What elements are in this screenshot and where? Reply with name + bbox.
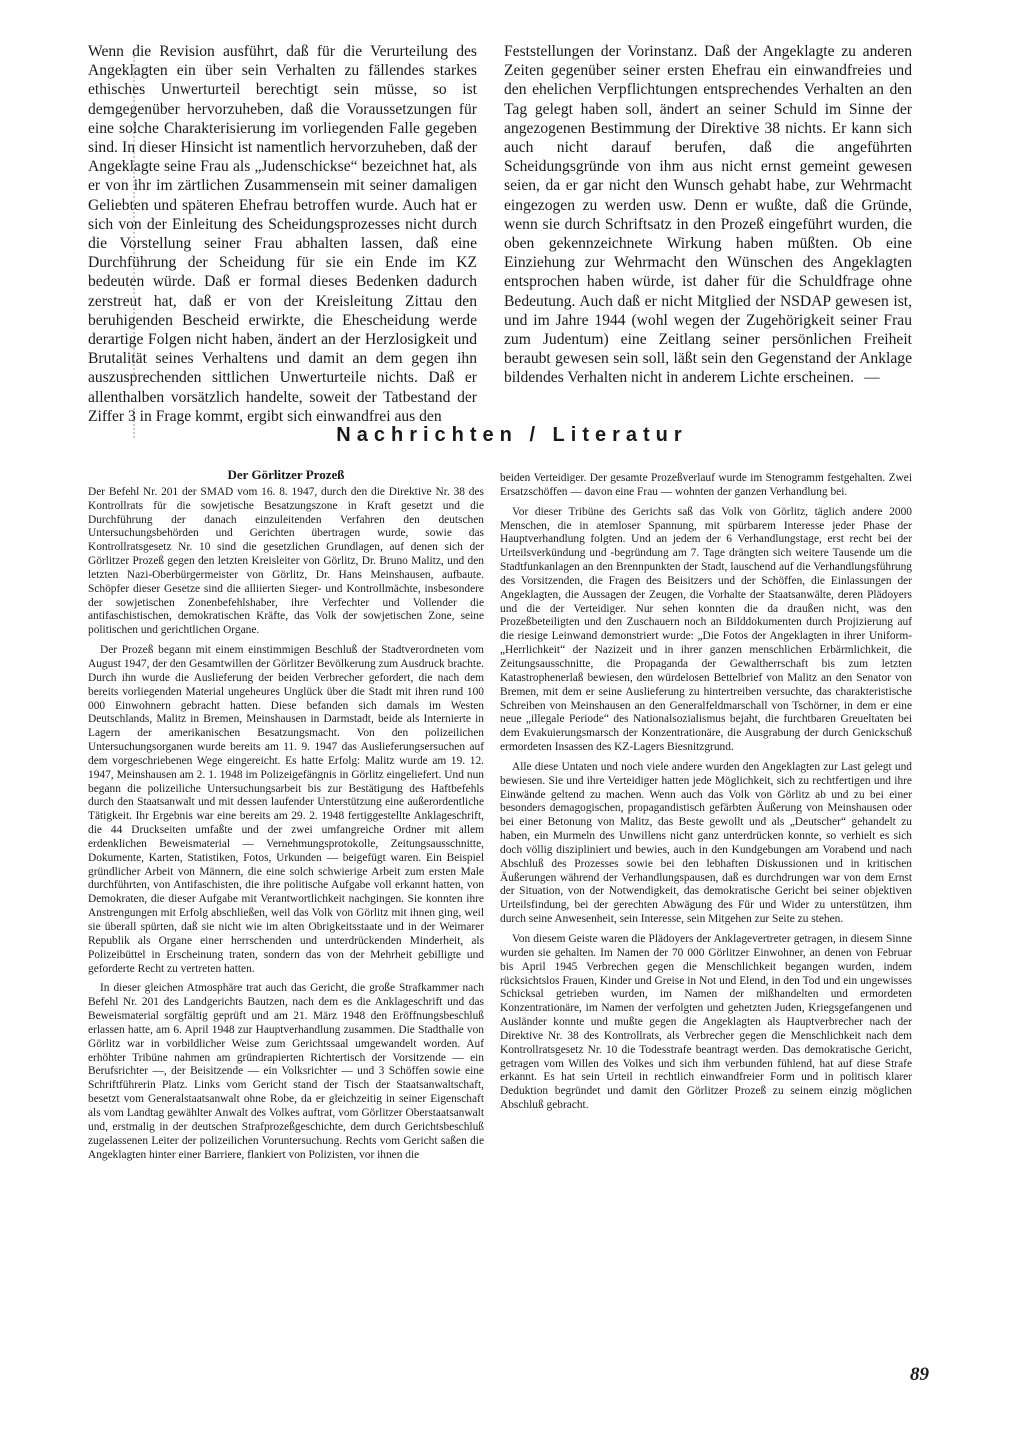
article-paragraph: Der Prozeß begann mit einem einstimmigen Beschluß der Stadtverordneten vom August 1947, der den Gesamtwillen der Görlitzer Bevölkerung zum Ausdruck brachte. Durch ihn wurde die Auslieferung der beiden Verbrecher gefordert, die nach dem bereits vorliegenden Material ungeheures Unglück über die Stadt mit ihren rund 100 000 Einwohnern gebracht hatten. Diese befanden sich damals im Westen Deutschlands, Malitz in Bremen, Meinshausen in Darmstadt, beide als Internierte in Lagern der amerikanischen Besatzungsmacht. Von den polizeilichen Untersuchungsorganen wurde bereits am 11. 9. 1947 das Auslieferungsersuchen auf dem vorgeschriebenen Wege eingereicht. Es hatte Erfolg: Malitz wurde am 19. 12. 1947, Meinshausen am 2. 1. 1948 im Polizeigefängnis in Görlitz eingeliefert. Und nun begann die polizeiliche Untersuchungsarbeit bis zur Bestätigung des Haftbefehls durch den Staatsanwalt und mit dessen laufender Unterstützung eine außerordentliche Tätigkeit. Ihr Ergebnis war eine bereits am 29. 2. 1948 fertiggestellte Anklageschrift, die 44 Druckseiten umfaßte und der zwei umfangreiche Ordner mit allem erdenklichen Beweismaterial — Vernehmungsprotokolle, Zeitungsausschnitte, Dokumente, Karten, Statistiken, Fotos, Urkunden — beigefügt waren. Ein Beispiel gründlicher Arbeit von Männern, die eine solch schwierige Arbeit zum ersten Male durchführten, von Antifaschisten, die ihre politische Aufgabe voll erkannt hatten, von Demokraten, die dieser Aufgabe mit Verantwortlichkeit nachgingen. Sie konnten ihre Anstrengungen mit Erfolg abschließen, weil das Volk von Görlitz mit ihnen ging, weil sie überall spürten, daß sie nicht wie im alten Obrigkeitsstaate und in der Weimarer Republik als Organe einer herrschenden und unterdrückenden Minderheit, als Polizeibüttel in Erscheinung traten, sondern das von der Mehrheit gebilligte und geforderte Recht zu vertreten hatten. [88, 644, 484, 975]
article-paragraph: Alle diese Untaten und noch viele andere wurden den Angeklagten zur Last gelegt und bewiesen. Sie und ihre Verteidiger hatten jede Möglichkeit, sich zu rechtfertigen und ihre Einwände geltend zu machen. Wenn auch das Volk von Görlitz ab und zu bei einer besonders demagogischen, propagandistisch gefärbten Äußerung von Meinshausen oder bei einer Betonung von Malitz, das Beste gewollt und als „Deutscher“ gehandelt zu haben, ein Murmeln des Unwillens nicht ganz unterdrücken konnte, so verhielt es sich doch völlig diszipliniert und bewies, auch in den Kundgebungen am Vorabend und nach Abschluß des Prozesses sowie bei den lebhaften Diskussionen und in kritischen Äußerungen während der Verhandlungspausen, daß es durchdrungen war von dem Ernst der Situation, von der Notwendigkeit, das demokratische Gericht bei seiner objektiven Urteilsfindung, bei der gerechten Abwägung des Für und Wider zu unterstützen, ihm durch seine Anwesenheit, sein Interesse, sein Mitgehen zur Seite zu stehen. [500, 760, 912, 926]
article-right-column [500, 472, 912, 1119]
top-left-column [88, 42, 477, 426]
article-paragraph: beiden Verteidiger. Der gesamte Prozeßverlauf wurde im Stenogramm festgehalten. Zwei Ersatzschöffen — davon eine Frau — wohnten der ganzen Verhandlung bei. [500, 472, 912, 498]
end-dash: — [864, 369, 880, 387]
article-paragraph: In dieser gleichen Atmosphäre trat auch das Gericht, die große Strafkammer nach Befehl Nr. 201 des Landgerichts Bautzen, nach dem es die Anklageschrift und das Beweismaterial sorgfältig geprüft und am 21. März 1948 den Eröffnungsbeschluß erlassen hatte, am 6. April 1948 zur Hauptverhandlung zusammen. Die Stadthalle von Görlitz war in vorbildlicher Weise zum Gerichtssaal umgewandelt worden. Auf erhöhter Tribüne nahmen am gründrapierten Richtertisch der Vorsitzende — ein Berufsrichter —, der Beisitzende — ein Volksrichter — und 3 Schöffen sowie eine Schriftführerin Platz. Links vom Gericht stand der Tisch der Staatsanwaltschaft, besetzt vom Generalstaatsanwalt ohne Robe, da er gleichzeitig in seiner Eigenschaft als vom Landtag gewählter Anwalt des Volkes auftrat, vom Görlitzer Oberstaatsanwalt und, erstmalig in der deutschen Strafprozeßgeschichte, dem durch Gerichtsbeschluß zugelassenen Leiter der polizeilichen Voruntersuchung. Rechts vom Gericht saßen die Angeklagten hinter einer Barriere, flankiert von Polizisten, vor ihnen die [88, 982, 484, 1161]
page-number: 89 [910, 1364, 929, 1385]
top-left-paragraph: Wenn die Revision ausführt, daß für die Verurteilung des Angeklagten ein über sein Verhalten zu fällendes starkes ethisches Unwerturteil berechtigt sein müsse, so ist demgegenüber hervorzuheben, daß die Voraussetzungen für eine solche Charakterisierung im vorliegenden Falle gegeben sind. In dieser Hinsicht ist namentlich hervorzuheben, daß der Angeklagte seine Frau als „Judenschickse“ bezeichnet hat, als er von ihr im zärtlichen Zusammensein mit seiner damaligen Geliebten und späteren Ehefrau betroffen wurde. Auch hat er sich von der Einleitung des Scheidungsprozesses nicht durch die Vorstellung seiner Frau abhalten lassen, daß eine Durchführung der Scheidung für sie ein Ende im KZ bedeuten würde. Daß er formal dieses Bedenken dadurch zerstreut hat, daß er von der Kreisleitung Zittau den beruhigenden Bescheid erwirkte, die Ehescheidung werde derartige Folgen nicht haben, ändert an der Herzlosigkeit und Brutalität seines Verhaltens und damit an dem gegen ihn auszusprechenden sittlichen Unwerturteile nichts. Daß er allenthalben vorsätzlich handelte, soweit der Tatbestand der Ziffer 3 in Frage kommt, ergibt sich einwandfrei aus den [88, 43, 477, 425]
top-right-column [504, 42, 912, 388]
article-paragraph: Der Befehl Nr. 201 der SMAD vom 16. 8. 1947, durch den die Direktive Nr. 38 des Kontrollrats für die sowjetische Besatzungszone in Kraft gesetzt und die Durchführung der danach einzuleitenden Verfahren den deutschen Untersuchungsbehörden und Gerichten übertragen wurde, sowie das Kontrollratsgesetz Nr. 10 sind die gesetzlichen Grundlagen, auf denen sich der Görlitzer Prozeß gegen den letzten Kreisleiter von Görlitz, Dr. Bruno Malitz, und den letzten Nazi-Oberbürgermeister von Görlitz, Dr. Hans Meinshausen, aufbaute. Schöpfer dieser Gesetze sind die alliierten Sieger- und Kontrollmächte, insbesondere der sowjetischen Zonenbefehlshaber, ihre Verfechter und Vollender die antifaschistischen, demokratischen Kräfte, das Volk der sowjetischen Zone, seine politischen und gerichtlichen Organe. [88, 485, 484, 637]
top-right-paragraph [504, 42, 912, 388]
article-paragraph: Von diesem Geiste waren die Plädoyers der Anklagevertreter getragen, in diesem Sinne wurden sie gehalten. Im Namen der 70 000 Görlitzer Einwohner, an denen von Februar bis April 1945 Verbrechen gegen die Menschlichkeit begangen wurden, indem rücksichtslos Frauen, Kinder und Greise in Not und Elend, in den Tod und ein ungewisses Schicksal getrieben wurden, im Namen der mißhandelten und ermordeten Konzentrationäre, im Namen der verfolgten und gehetzten Juden, Kriegsgefangenen und Ausländer konnte und mußte gegen die Angeklagten als Hauptverbrecher nach der Direktive Nr. 38 des Kontrollrats, als Verbrecher gegen die Menschlichkeit nach dem Kontrollratsgesetz Nr. 10 die Todesstrafe beantragt werden. Das demokratische Gericht, getragen vom Willen des Volkes und sich ihm verbunden fühlend, hat auf diese Strafe erkannt. Es hat sein Urteil in rechtlich einwandfreier Form und in politisch klarer Deduktion begründet und damit den Görlitzer Prozeß zu seinem einzig möglichen Abschluß gebracht. [500, 933, 912, 1112]
article-title: Der Görlitzer Prozeß [227, 467, 345, 482]
article-paragraph: Vor dieser Tribüne des Gerichts saß das Volk von Görlitz, täglich andere 2000 Menschen, die in atemloser Spannung, mit spürbarem Interesse jeder Phase der Hauptverhandlung folgten. Und an jedem der 6 Verhandlungstage, erst recht bei der Urteilsverkündung und -begründung am 7. Tage drängten sich weitere Tausende um die Stadtfunkanlagen an den Brennpunkten der Stadt, lauschend auf die Verhandlungsführung des Vorsitzenden, die Fragen des Beisitzers und der Schöffen, die Einlassungen der Angeklagten, die Aussagen der Zeugen, die Vorhalte der Staatsanwälte, deren Plädoyers und die der Verteidiger. Nur sehen konnten die da draußen nicht, was den Prozeßbeteiligten und den Zuschauern noch an Bilddokumenten durch Projizierung auf die riesige Leinwand demonstriert wurde: „Die Fotos der Angeklagten in ihrer Uniform-„Herrlichkeit“ der Nazizeit und in ihrer ganzen menschlichen Erbärmlichkeit, die Zeitungsausschnitte, die Propaganda der Gewaltherrschaft bis zum letzten Katastrophenerlaß bewiesen, den würdelosen Bettelbrief von Malitz an den Senator von Bremen, mit dem er seine Auslieferung zu hintertreiben versuchte, das charakteristische Schreiben von Meinshausen an den Generalfeldmarschall von Tschörner, in dem er eine neue „illegale Periode“ des Nationalsozialismus bejaht, die furchtbaren Greueltaten bei dem Evakuierungsmarsch der Konzentrationäre, die Ausgrabung der durch Genickschuß ermordeten Insassen des KZ-Lagers Biesnitzgrund. [500, 505, 912, 754]
article-left-column [88, 468, 484, 1168]
section-heading: Nachrichten / Literatur [336, 424, 688, 446]
top-right-text: Feststellungen der Vorinstanz. Daß der Angeklagte zu anderen Zeiten gegenüber seiner ersten Ehefrau ein einwandfreies und den ehelichen Verpflichtungen entsprechendes Verhalten an den Tag gelegt haben soll, ändert an seiner Schuld im Sinne der angezogenen Bestimmung der Direktive 38 nichts. Er kann sich auch nicht darauf berufen, daß die angeführten Scheidungsgründe von ihm aus nicht ernst gemeint gewesen seien, da er gar nicht den Wunsch gehabt habe, zur Wehrmacht eingezogen zu werden usw. Denn er wußte, daß die Gründe, wenn sie durch Schriftsatz in den Prozeß eingeführt wurden, die oben gekennzeichnete Wirkung haben müßten. Ob eine Einziehung zur Wehrmacht den Wünschen des Angeklagten entsprochen haben würde, ist daher für die Schuldfrage ohne Bedeutung. Auch daß er nicht Mitglied der NSDAP gewesen ist, und im Jahre 1944 (wohl wegen der Zugehörigkeit seiner Frau zum Judentum) eine Zeitlang seiner persönlichen Freiheit beraubt gewesen sein soll, läßt sein den Gegenstand der Anklage bildendes Verhalten nicht in anderem Lichte erscheinen. [504, 43, 912, 387]
